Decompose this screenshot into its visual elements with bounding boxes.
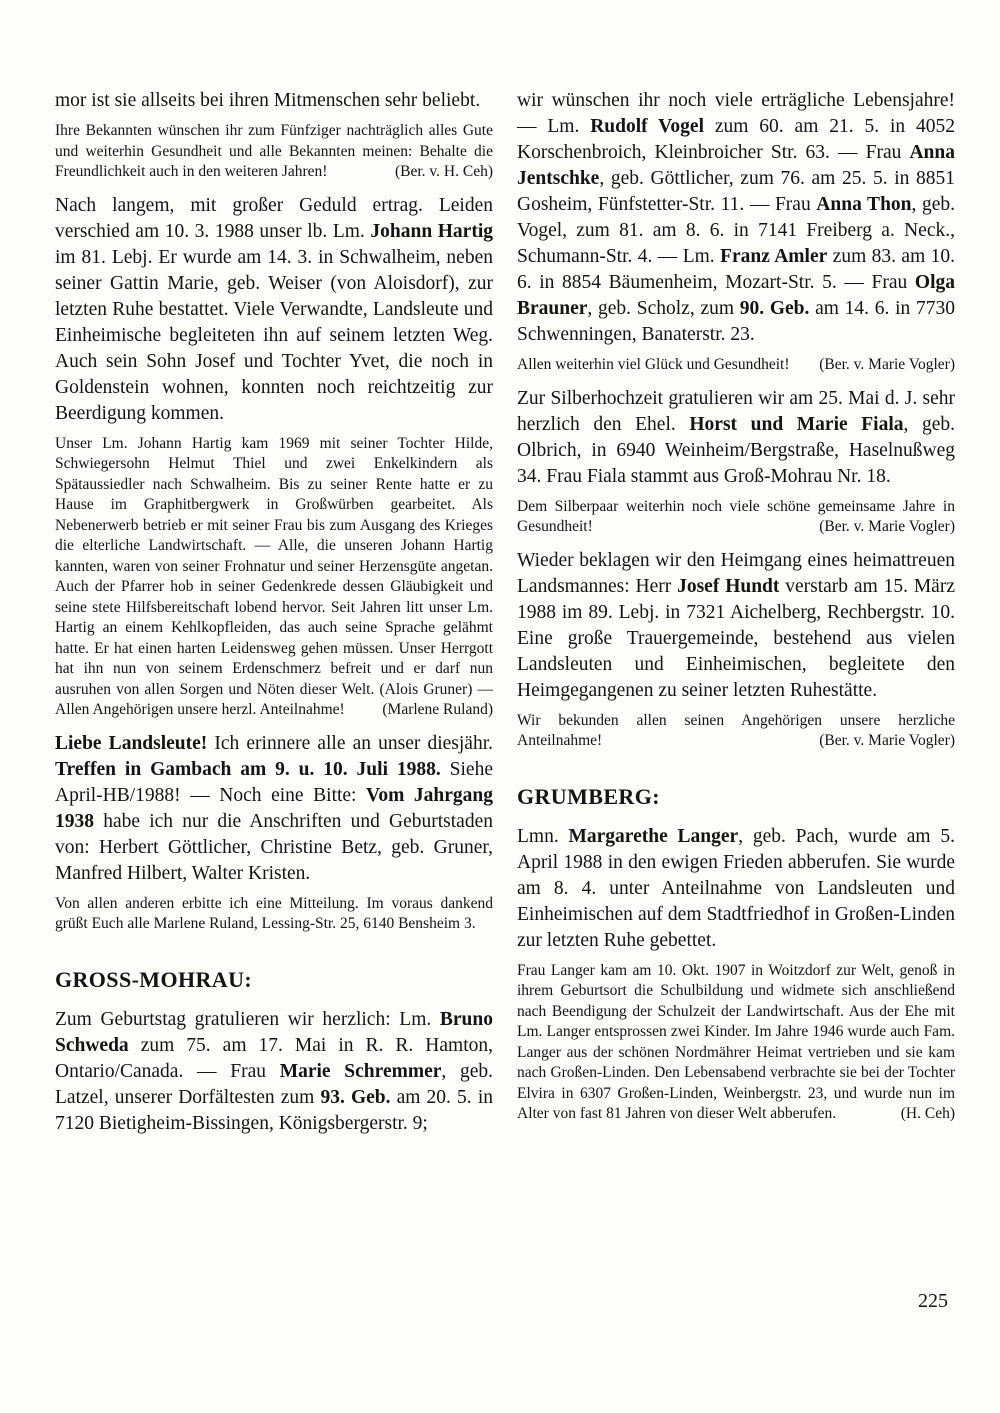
text-run: zum 83. am 10. 6. in 8854 Bäumenheim, Mozart-Str. 5. — Frau xyxy=(517,246,956,293)
emphasis-text: Marie Schremmer xyxy=(279,1060,442,1082)
text-run: Von allen anderen erbitte ich eine Mitteilung. Im voraus dankend grüßt Euch alle Marlene Ruland, Lessing-Str. 25, 6140 Bensheim 3. xyxy=(55,894,493,932)
text-run: mor ist sie allseits bei ihren Mitmenschen sehr beliebt. xyxy=(55,90,481,111)
body-paragraph xyxy=(55,731,493,887)
text-run: , geb. Scholz, zum xyxy=(587,298,740,319)
attribution-credit: (Ber. v. Marie Vogler) xyxy=(819,356,955,373)
note-paragraph xyxy=(517,355,955,376)
text-run: im 81. Lebj. Er wurde am 14. 3. in Schwalheim, neben seiner Gattin Marie, geb. Weiser (von Aloisdorf), zur letzten Ruhe bestattet. Viele Verwandte, Landsleute und Einheimische begleiteten ihn auf seinem letzten Weg. Auch sein Sohn Josef und Tochter Yvet, die noch in Goldenstein wohnen, konnten noch reichtzeitig zur Beerdigung kommen. xyxy=(55,246,493,424)
note-paragraph xyxy=(517,711,955,752)
text-run: verstarb am 15. März 1988 im 89. Lebj. in 7321 Aichelberg, Rechbergstr. 10. Eine große Trauergemeinde, bestehend aus vielen Landsleuten und Einheimischen, begleitete den Heimgegangenen zu seiner letzten Ruhestätte. xyxy=(517,575,955,701)
text-run: Unser Lm. Johann Hartig kam 1969 mit seiner Tochter Hilde, Schwiegersohn Helmut Thiel und zwei Enkelkindern als Spätaussiedler nach Schwalheim. Bis zu seiner Rente hatte er zu Hause im Graphitbergwerk in Großwürben gearbeitet. Als Nebenerwerb betrieb er mit seiner Frau bis zum Ausgang des Krieges die elterliche Landwirtschaft. — Alle, die unseren Johann Hartig kannten, waren von seiner Frohnatur und seiner Herzensgüte angetan. Auch der Pfarrer hob in seiner Gedenkrede dessen Gläubigkeit und seine stete Hilfsbereitschaft lobend hervor. Seit Jahren litt unser Lm. Hartig an einem Kehlkopfleiden, das auch seine Sprache gelähmt hatte. Er hat einen harten Leidensweg gehen müssen. Unser Herrgott hat ihn nun von seinem Erdenschmerz befreit und er darf nun ausruhen von allen Sorgen und Nöten dieser Welt. (Alois Gruner) — Allen Angehörigen unsere herzl. Anteilnahme! xyxy=(55,434,493,718)
text-run: am 20. 5. in 7120 Bietigheim-Bissingen, Königsbergerstr. 9; xyxy=(55,1086,493,1134)
emphasis-text: Johann Hartig xyxy=(370,220,493,242)
text-run: Ihre Bekannten wünschen ihr zum Fünfziger nachträglich alles Gute und weiterhin Gesundheit und alle Bekannten meinen: Behalte die Freundlichkeit auch in den weiteren Jahren! xyxy=(55,122,493,180)
text-run: wir wünschen ihr noch viele erträgliche Lebensjahre! — Lm. xyxy=(517,90,955,137)
text-run: Wir bekunden allen seinen Angehörigen unsere herzliche Anteilnahme! xyxy=(517,711,955,749)
emphasis-text: Vom Jahrgang 1938 xyxy=(55,784,493,832)
text-run: Allen weiterhin viel Glück und Gesundheit! xyxy=(517,356,790,373)
text-run: Lmn. xyxy=(517,825,569,847)
body-paragraph xyxy=(517,548,955,704)
body-paragraph xyxy=(517,88,955,348)
text-run: habe ich nur die Anschriften und Geburtstaden von: Herbert Göttlicher, Christine Betz, geb. Gruner, Manfred Hilbert, Walter Kristen. xyxy=(55,810,493,884)
left-column xyxy=(55,88,493,1144)
attribution-credit: (Ber. v. Marie Vogler) xyxy=(819,518,955,535)
text-run: zum 75. am 17. Mai in R. R. Hamton, Ontario/Canada. — Frau xyxy=(55,1034,493,1082)
section-heading xyxy=(55,967,493,993)
note-paragraph xyxy=(55,121,493,183)
body-paragraph xyxy=(55,88,493,114)
section-heading xyxy=(517,784,955,810)
text-run: , geb. Pach, wurde am 5. April 1988 in den ewigen Frieden abberufen. Sie wurde am 8. 4. unter Anteilnahme von Landsleuten und Einheimischen auf dem Stadtfriedhof in Großen-Linden zur letzten Ruhe gebettet. xyxy=(517,825,955,951)
right-column xyxy=(517,88,955,1135)
emphasis-text: Treffen in Gambach am 9. u. 10. Juli 1988. xyxy=(55,758,441,780)
text-run: Wieder beklagen wir den Heimgang eines heimattreuen Landsmannes: Herr xyxy=(517,549,955,597)
attribution-credit: (Ber. v. Marie Vogler) xyxy=(819,732,955,749)
body-paragraph xyxy=(517,386,955,490)
emphasis-text: Margarethe Langer xyxy=(568,825,739,847)
text-run: , geb. Vogel, zum 81. am 8. 6. in 7141 Freiberg a. Neck., Schumann-Str. 4. — Lm. xyxy=(517,194,956,267)
attribution-credit: (Marlene Ruland) xyxy=(382,701,493,718)
text-run: Siehe April-HB/1988! — Noch eine Bitte: xyxy=(55,758,493,806)
body-paragraph xyxy=(55,1007,493,1137)
note-paragraph xyxy=(55,894,493,935)
emphasis-text: 90. Geb. xyxy=(739,298,810,319)
text-run: , geb. Olbrich, in 6940 Weinheim/Bergstraße, Haselnußweg 34. Frau Fiala stammt aus Groß-Mohrau Nr. 18. xyxy=(517,413,956,487)
body-paragraph xyxy=(55,193,493,427)
emphasis-text: GROSS-MOHRAU: xyxy=(55,966,253,992)
body-paragraph xyxy=(517,824,955,954)
text-run: , geb. Latzel, unserer Dorfältesten zum xyxy=(55,1060,494,1108)
text-run: Zur Silberhochzeit gratulieren wir am 25. Mai d. J. sehr herzlich den Ehel. xyxy=(517,387,955,435)
emphasis-text: Josef Hundt xyxy=(677,575,780,597)
text-run: zum 60. am 21. 5. in 4052 Korschenbroich, Kleinbroicher Str. 63. — Frau xyxy=(517,116,955,163)
text-run: Dem Silberpaar weiterhin noch viele schöne gemeinsame Jahre in Gesundheit! xyxy=(517,497,955,535)
emphasis-text: Liebe Landsleute! xyxy=(55,732,208,754)
text-run: Ich erinnere alle an unser diesjähr. xyxy=(207,732,493,754)
emphasis-text: GRUMBERG: xyxy=(517,783,660,809)
two-column-layout xyxy=(55,88,955,1144)
emphasis-text: Olga Brauner xyxy=(517,272,955,319)
emphasis-text: Franz Amler xyxy=(720,246,828,267)
note-paragraph xyxy=(517,497,955,538)
note-paragraph xyxy=(517,961,955,1125)
page-number: 225 xyxy=(918,1290,948,1312)
note-paragraph xyxy=(55,434,493,721)
emphasis-text: Anna Jentschke xyxy=(517,142,955,189)
text-run: Zum Geburtstag gratulieren wir herzlich: Lm. xyxy=(55,1008,440,1030)
text-run: am 14. 6. in 7730 Schwenningen, Banaterstr. 23. xyxy=(517,298,955,345)
attribution-credit: (H. Ceh) xyxy=(900,1105,955,1122)
text-run: , geb. Göttlicher, zum 76. am 25. 5. in 8851 Gosheim, Fünfstetter-Str. 11. — Frau xyxy=(517,168,955,215)
emphasis-text: Bruno Schweda xyxy=(55,1008,493,1056)
attribution-credit: (Ber. v. H. Ceh) xyxy=(394,163,493,180)
text-run: Nach langem, mit großer Geduld ertrag. Leiden verschied am 10. 3. 1988 unser lb. Lm. xyxy=(55,194,493,242)
emphasis-text: Anna Thon xyxy=(816,194,912,215)
emphasis-text: Horst und Marie Fiala xyxy=(689,413,904,435)
text-run: Frau Langer kam am 10. Okt. 1907 in Woitzdorf zur Welt, genoß in ihrem Geburtsort die Schulbildung und widmete sich anschließend nach Beendigung der Schulzeit der Landwirtschaft. Aus der Ehe mit Lm. Langer entsprossen zwei Kinder. Im Jahre 1946 wurde auch Fam. Langer aus der schönen Nordmährer Heimat vertrieben und sie kam nach Großen-Linden. Den Lebensabend verbrachte sie bei der Tochter Elvira in 6307 Großen-Linden, Weinbergstr. 23, und wurde nun im Alter von fast 81 Jahren von dieser Welt abberufen. xyxy=(517,961,955,1122)
emphasis-text: 93. Geb. xyxy=(320,1086,391,1108)
emphasis-text: Rudolf Vogel xyxy=(590,116,704,137)
